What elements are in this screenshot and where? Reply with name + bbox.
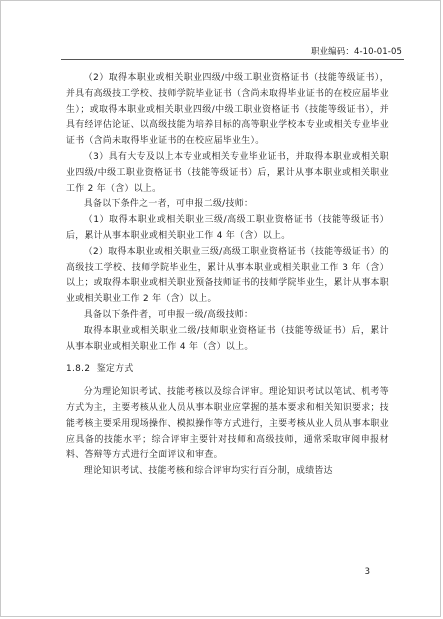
paragraph: 分为理论知识考试、技能考核以及综合评审。理论知识考试以笔试、机考等方式为主，主要考核从业人员从事本职业应掌握的基本要求和相关知识要求；技能考核主要采用现场操作、模拟操作等方式进行，主要考核从业人员从事本职业应具备的技能水平；综合评审主要针对技师和高级技师，通常采取审阅申报材料、答辩等方式进行全面评议和审查。 (66, 387, 389, 461)
paragraph: （2）取得本职业或相关职业四级/中级工职业资格证书（技能等级证书），并具有高级技工学校、技师学院毕业证书（含尚未取得毕业证书的在校应届毕业生）；或取得本职业或相关职业四级/中级工职业资格证书（技能等级证书），并具有经评估论证、以高级技能为培养目标的高等职业学校本专业或相关专业毕业证书（含尚未取得毕业证书的在校应届毕业生）。 (66, 73, 389, 147)
paragraph: 具备以下条件者，可申报一级/高级技师： (83, 309, 254, 320)
paragraph: 取得本职业或相关职业二级/技师职业资格证书（技能等级证书）后，累计从事本职业或相关职业工作 4 年（含）以上。 (66, 325, 389, 352)
paragraph: （3）具有大专及以上本专业或相关专业毕业证书，并取得本职业或相关职业四级/中级工职业资格证书（技能等级证书）后，累计从事本职业或相关职业工作 2 年（含）以上。 (66, 151, 389, 194)
occupation-code: 职业编码：4-10-01-05 (310, 47, 402, 57)
section-title: 鉴定方式 (96, 364, 134, 375)
paragraph: 理论知识考试、技能考核和综合评审均实行百分制，成绩皆达 (83, 466, 333, 477)
paragraph: （2）取得本职业或相关职业三级/高级工职业资格证书（技能等级证书）的高级技工学校、技师学院毕业生，累计从事本职业或相关职业工作 3 年（含）以上；或取得本职业或相关职业预备技师证书的技师学院毕业生，累计从事本职业或相关职业工作 2 年（含）以上。 (66, 246, 389, 305)
paragraph: （1）取得本职业或相关职业三级/高级工职业资格证书（技能等级证书）后，累计从事本职业或相关职业工作 4 年（含）以上。 (66, 215, 389, 241)
header-divider (61, 59, 404, 60)
paragraph: 具备以下条件之一者，可申报二级/技师： (83, 199, 254, 210)
section-heading (66, 362, 389, 378)
section-number: 1.8.2 (66, 364, 91, 375)
page-number: 3 (364, 567, 370, 577)
document-body (66, 71, 389, 480)
